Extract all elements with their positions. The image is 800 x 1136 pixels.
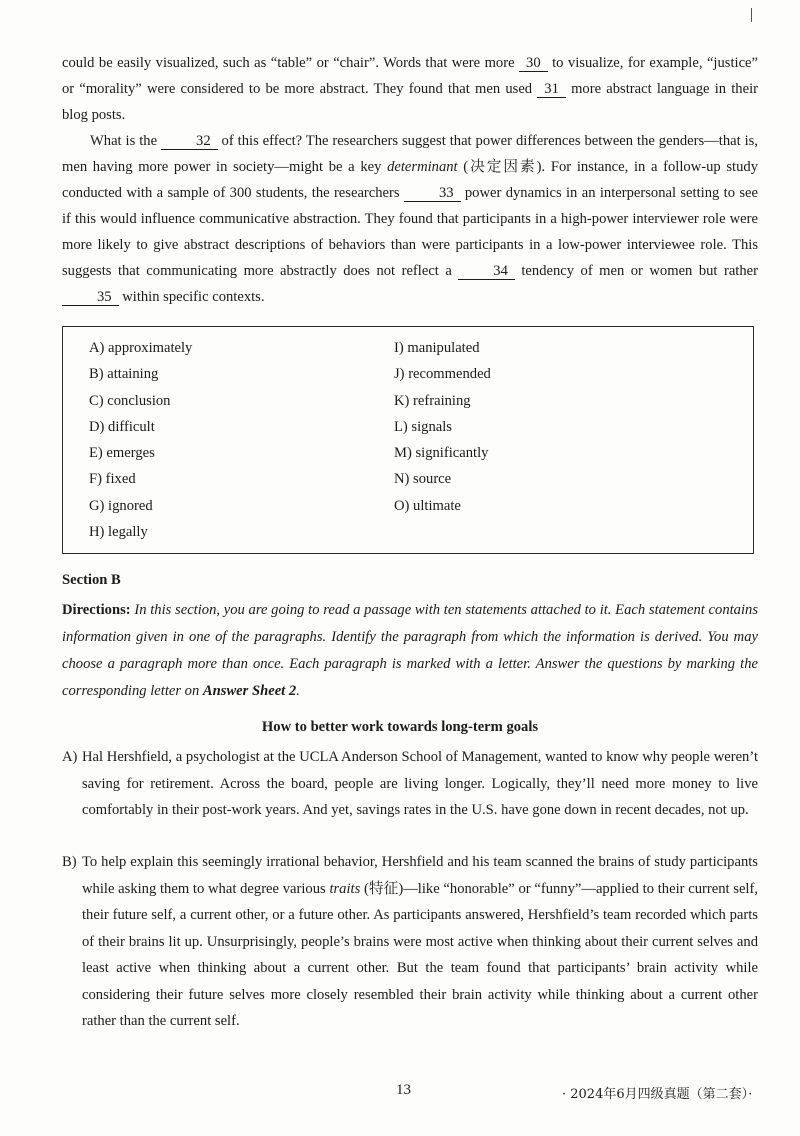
- blank-32: 32: [161, 133, 218, 150]
- paragraph-B: [62, 849, 758, 1035]
- word-option: I) manipulated: [394, 340, 480, 356]
- passage-title: How to better work towards long-term goals: [261, 719, 539, 735]
- word-option: L) signals: [394, 418, 452, 435]
- word-option: K) refraining: [394, 392, 471, 409]
- word-option: N) source: [394, 471, 452, 488]
- paragraph-letter: A): [62, 749, 78, 765]
- word-option: A) approximately: [89, 340, 193, 356]
- scan-mark: [751, 8, 752, 22]
- blank-35: 35: [62, 289, 119, 306]
- word-option: J) recommended: [394, 366, 491, 383]
- word-option: B) attaining: [89, 366, 159, 383]
- blank-31: 31: [537, 81, 566, 98]
- blank-33: 33: [404, 185, 461, 202]
- word-option: H) legally: [89, 524, 148, 541]
- word-bank-column-2: [394, 335, 491, 519]
- blank-30: 30: [519, 55, 548, 72]
- section-title: Section B: [62, 572, 121, 588]
- word-option: C) conclusion: [89, 392, 171, 409]
- paragraph-A: [62, 744, 758, 824]
- word-bank-box: [62, 326, 754, 554]
- word-option: F) fixed: [89, 471, 136, 488]
- word-option: E) emerges: [89, 445, 155, 462]
- word-option: G) ignored: [89, 497, 153, 514]
- passage-paragraph-continued: could be easily visualized, such as “table” or “chair”. Words that were more 30 to visualize, for example, “justice” or “morality” were considered to be more abstract. They found that men used 31 more abstract language in their blog posts.: [62, 55, 758, 123]
- paragraph-text: Hal Hershfield, a psychologist at the UCLA Anderson School of Management, wanted to know why people weren’t saving for retirement. Across the board, people are living longer. Logically, they’ll need more money to live comfortably in their post-work years. And yet, savings rates in the U.S. have gone down in recent decades, not up.: [82, 749, 758, 818]
- word-option: M) significantly: [394, 445, 489, 462]
- passage-paragraph-power: What is the 32 of this effect? The researchers suggest that power differences between the genders—that is, men having more power in society—might be a key determinant (决定因素). For instance, in a follow-up study conducted with a sample of 300 students, the researchers 33 power dynamics in an interpersonal setting to see if this would influence communicative abstraction. They found that participants in a high-power interviewer role were more likely to give abstract descriptions of behaviors than were participants in a low-power interviewee role. This suggests that communicating more abstractly does not reflect a 34 tendency of men or women but rather 35 within specific contexts.: [62, 133, 759, 305]
- paragraph-text: To help explain this seemingly irrational behavior, Hershfield and his team scanned the brains of study participants while asking them to what degree various traits (特征)—like “honorable” or “funny”—applied to their current self, their future self, a current other, or a future other. As participants answered, Hershfield’s team recorded which parts of their brains lit up. Unsurprisingly, people’s brains were most active when thinking about their current selves and least active when thinking about a current other. But the team found that participants’ brain activity while considering their future selves more closely resembled their brain activity while thinking about a current other rather than the current self.: [82, 854, 758, 1029]
- blank-34: 34: [458, 263, 515, 280]
- word-option: O) ultimate: [394, 497, 461, 514]
- paragraph-letter: B): [62, 854, 77, 870]
- exam-source: · 2024年6月四级真题（第二套）·: [562, 1087, 753, 1102]
- page-number: 13: [396, 1082, 411, 1098]
- directions: Directions: In this section, you are going to read a passage with ten statements attached to it. Each statement contains information given in one of the paragraphs. Identify the paragraph from which the information is derived. You may choose a paragraph more than once. Each paragraph is marked with a letter. Answer the questions by marking the corresponding letter on Answer Sheet 2.: [62, 602, 758, 699]
- word-bank-column-1: [89, 335, 192, 545]
- word-option: D) difficult: [89, 418, 155, 435]
